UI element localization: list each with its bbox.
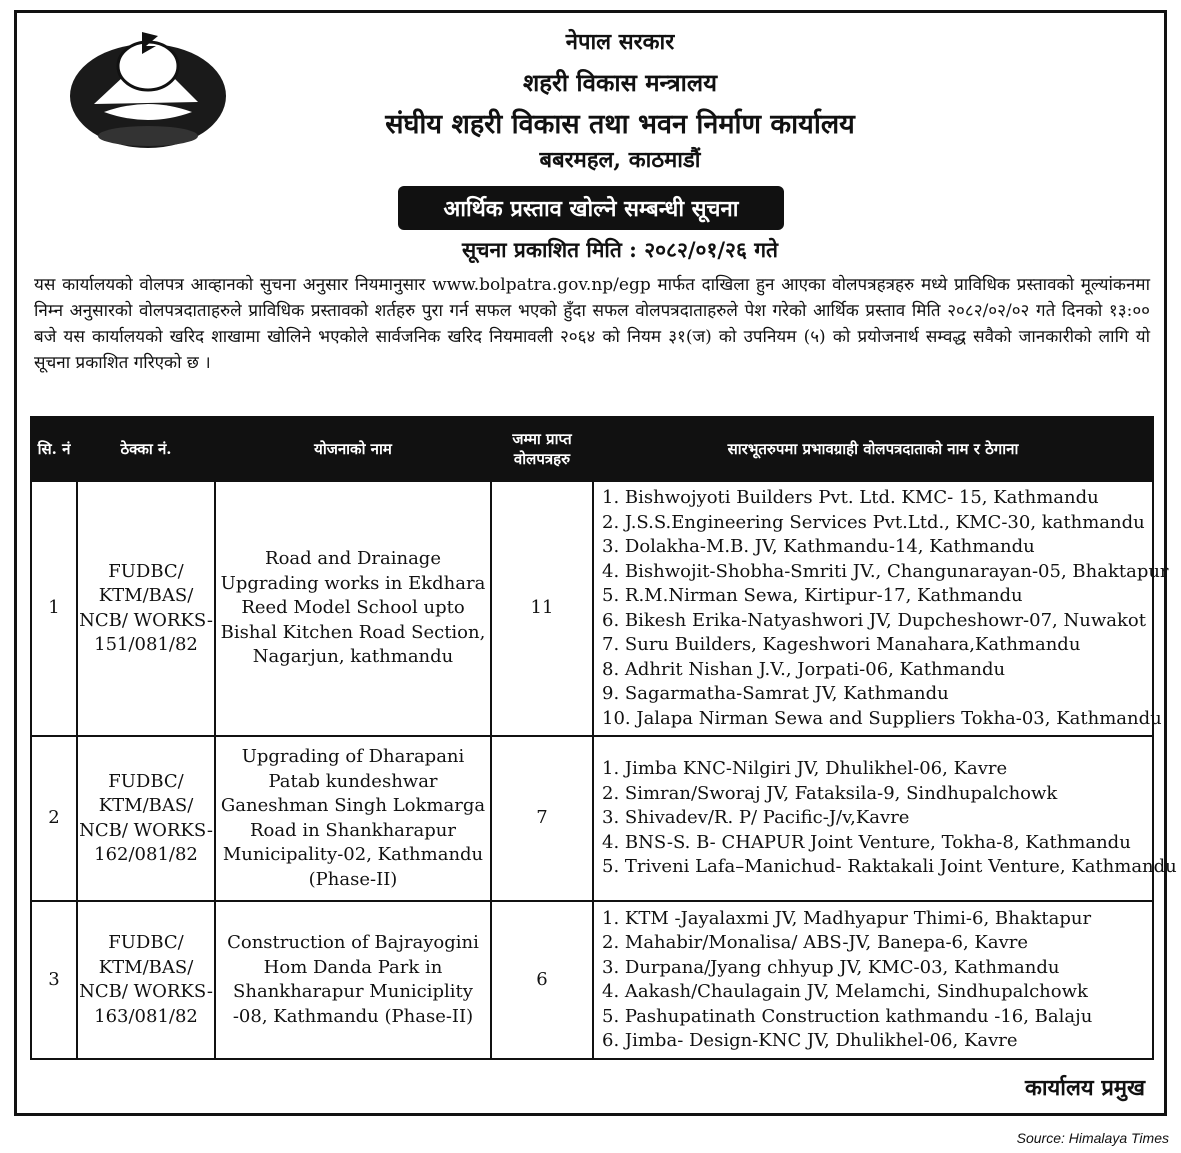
header-bidders: सारभूतरुपमा प्रभावग्राही वोलपत्रदाताको नाम र ठेगाना bbox=[593, 417, 1153, 481]
bidder-item: 5. R.M.Nirman Sewa, Kirtipur-17, Kathmandu bbox=[602, 585, 1023, 606]
bidder-item: 9. Sagarmatha-Samrat JV, Kathmandu bbox=[602, 683, 949, 704]
row-bids: 6 bbox=[491, 901, 593, 1059]
bidder-item: 4. BNS-S. B- CHAPUR Joint Venture, Tokha-8, Kathmandu bbox=[602, 831, 1131, 853]
table-row bbox=[31, 901, 1153, 1059]
row-bidders bbox=[593, 481, 1169, 736]
row-bids: 7 bbox=[491, 736, 593, 901]
bidder-item: 2. J.S.S.Engineering Services Pvt.Ltd., KMC-30, kathmandu bbox=[602, 511, 1145, 533]
header-project: योजनाको नाम bbox=[215, 417, 491, 481]
notice-title: आर्थिक प्रस्ताव खोल्ने सम्बन्धी सूचना bbox=[398, 186, 784, 230]
row-sn: 3 bbox=[31, 901, 77, 1059]
signature-office-head: कार्यालय प्रमुख bbox=[1024, 1075, 1145, 1101]
row-contract: FUDBC/ KTM/BAS/ NCB/ WORKS- 163/081/82 bbox=[77, 901, 215, 1059]
government-emblem-icon bbox=[64, 24, 232, 152]
header-bids: जम्मा प्राप्त वोलपत्रहरु bbox=[491, 417, 593, 481]
bidder-item: 6. Bikesh Erika-Natyashwori JV, Dupcheshowr-07, Nuwakot bbox=[602, 609, 1146, 631]
bidders-table-wrapper bbox=[30, 416, 1177, 1060]
bidder-item: 2. Mahabir/Monalisa/ ABS-JV, Banepa-6, Kavre bbox=[602, 932, 1029, 953]
bidder-item: 3. Dolakha-M.B. JV, Kathmandu-14, Kathmandu bbox=[602, 536, 1035, 557]
bidder-item: 2. Simran/Sworaj JV, Fataksila-9, Sindhupalchowk bbox=[602, 782, 1058, 804]
ministry-name: शहरी विकास मन्त्रालय bbox=[522, 68, 718, 97]
government-name: नेपाल सरकार bbox=[565, 29, 675, 55]
bidder-item: 10. Jalapa Nirman Sewa and Suppliers Tokha-03, Kathmandu bbox=[602, 707, 1162, 729]
row-sn: 2 bbox=[31, 736, 77, 901]
row-contract: FUDBC/ KTM/BAS/ NCB/ WORKS- 162/081/82 bbox=[77, 736, 215, 901]
published-date: सूचना प्रकाशित मिति : २०८२/०१/२६ गते bbox=[461, 237, 779, 262]
bidder-item: 6. Jimba- Design-KNC JV, Dhulikhel-06, Kavre bbox=[602, 1030, 1018, 1051]
source-credit: Source: Himalaya Times bbox=[1016, 1130, 1169, 1146]
bidder-item: 5. Pashupatinath Construction kathmandu -16, Balaju bbox=[602, 1005, 1093, 1027]
table-header-row bbox=[31, 417, 1153, 481]
header-sn: सि. नं bbox=[31, 417, 77, 481]
bidders-table bbox=[30, 416, 1177, 1060]
row-bidders bbox=[593, 736, 1177, 901]
bidder-item: 5. Triveni Lafa–Manichud- Raktakali Joint Venture, Kathmandu bbox=[602, 856, 1177, 878]
row-project: Upgrading of Dharapani Patab kundeshwar Ganeshman Singh Lokmarga Road in Shankharapur Municipality-02, Kathmandu (Phase-II) bbox=[215, 736, 491, 901]
bidder-item: 4. Bishwojit-Shobha-Smriti JV., Changunarayan-05, Bhaktapur bbox=[602, 560, 1169, 582]
header-contract: ठेक्का नं. bbox=[77, 417, 215, 481]
table-row bbox=[31, 736, 1153, 901]
notice-body: यस कार्यालयको वोलपत्र आव्हानको सुचना अनुसार नियमानुसार www.bolpatra.gov.np/egp मार्फत दाखिला हुन आएका वोलपत्रहत्रहरु मध्ये प्राविधिक प्रस्तावको मूल्यांकनमा निम्न अनुसारको वोलपत्रदाताहरुले प्राविधिक प्रस्तावको शर्तहरु पुरा गर्न सफल भएको हुँदा सफल वोलपत्रदाताहरुले पेश गरेको आर्थिक प्रस्ताव मिति २०८२/०२/०२ गते दिनको १३:०० बजे यस कार्यालयको खरिद शाखामा खोलिने भएकोले सार्वजनिक खरिद नियमावली २०६४ को नियम ३१(ज) को उपनियम (५) को प्रयोजनार्थ सम्वद्ध सवैको जानकारीको लागि यो सूचना प्रकाशित गरिएको छ । bbox=[34, 275, 1150, 373]
row-project: Construction of Bajrayogini Hom Danda Park in Shankharapur Municiplity -08, Kathmandu (Phase-II) bbox=[215, 901, 491, 1059]
bidder-item: 8. Adhrit Nishan J.V., Jorpati-06, Kathmandu bbox=[602, 658, 1006, 680]
bidder-item: 1. KTM -Jayalaxmi JV, Madhyapur Thimi-6, Bhaktapur bbox=[602, 907, 1092, 929]
office-name: संघीय शहरी विकास तथा भवन निर्माण कार्यालय bbox=[385, 109, 855, 140]
bidder-item: 4. Aakash/Chaulagain JV, Melamchi, Sindhupalchowk bbox=[602, 981, 1088, 1002]
bidder-item: 3. Shivadev/R. P/ Pacific-J/v,Kavre bbox=[602, 807, 910, 829]
bidder-item: 1. Bishwojyoti Builders Pvt. Ltd. KMC- 15, Kathmandu bbox=[602, 487, 1099, 508]
row-sn: 1 bbox=[31, 481, 77, 736]
table-row bbox=[31, 481, 1153, 736]
bidder-item: 1. Jimba KNC-Nilgiri JV, Dhulikhel-06, Kavre bbox=[602, 758, 1008, 780]
row-bids: 11 bbox=[491, 481, 593, 736]
office-address: बबरमहल, काठमाडौं bbox=[539, 147, 701, 173]
row-project: Road and Drainage Upgrading works in Ekdhara Reed Model School upto Bishal Kitchen Road Section, Nagarjun, kathmandu bbox=[215, 481, 491, 736]
bidder-item: 7. Suru Builders, Kageshwori Manahara,Kathmandu bbox=[602, 634, 1081, 655]
row-bidders bbox=[593, 901, 1153, 1059]
bidder-item: 3. Durpana/Jyang chhyup JV, KMC-03, Kathmandu bbox=[602, 956, 1060, 978]
row-contract: FUDBC/ KTM/BAS/ NCB/ WORKS- 151/081/82 bbox=[77, 481, 215, 736]
